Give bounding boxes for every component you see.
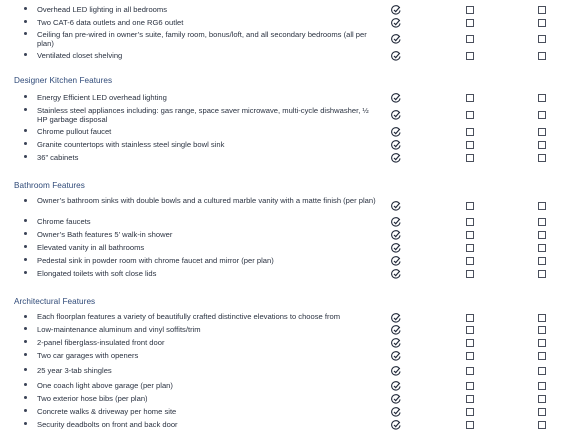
list-item [0, 255, 576, 266]
circle-check-icon [391, 201, 401, 211]
checkbox-icon[interactable] [538, 270, 546, 278]
circle-check-icon [391, 338, 401, 348]
feature-text: Energy Efficient LED overhead lighting [37, 93, 167, 102]
bullet [24, 108, 27, 111]
list-item [0, 139, 576, 150]
feature-text: 2-panel fiberglass-insulated front door [37, 338, 165, 347]
bullet [24, 353, 27, 356]
bullet [24, 219, 27, 222]
circle-check-icon [391, 110, 401, 120]
checkbox-icon[interactable] [466, 231, 474, 239]
checkbox-icon[interactable] [538, 128, 546, 136]
checkbox-icon[interactable] [466, 141, 474, 149]
list-item [0, 152, 576, 163]
list-item [0, 350, 576, 361]
feature-text: 25 year 3-tab shingles [37, 366, 112, 375]
checkbox-icon[interactable] [538, 382, 546, 390]
feature-text: Low-maintenance aluminum and vinyl soffits/trim [37, 325, 201, 334]
bullet [24, 142, 27, 145]
checkbox-icon[interactable] [466, 6, 474, 14]
bullet [24, 7, 27, 10]
checkbox-icon[interactable] [538, 218, 546, 226]
circle-check-icon [391, 140, 401, 150]
circle-check-icon [391, 5, 401, 15]
feature-text: Stainless steel appliances including: gas range, space saver microwave, multi-cycle dishwasher, ½ HP garbage disposal [37, 106, 369, 125]
bullet [24, 327, 27, 330]
checkbox-icon[interactable] [466, 128, 474, 136]
circle-check-icon [391, 243, 401, 253]
bullet [24, 53, 27, 56]
checkbox-icon[interactable] [538, 202, 546, 210]
checkbox-icon[interactable] [538, 367, 546, 375]
circle-check-icon [391, 51, 401, 61]
circle-check-icon [391, 313, 401, 323]
list-item [0, 365, 576, 376]
circle-check-icon [391, 407, 401, 417]
checkbox-icon[interactable] [538, 244, 546, 252]
circle-check-icon [391, 93, 401, 103]
feature-text: Overhead LED lighting in all bedrooms [37, 5, 168, 14]
circle-check-icon [391, 351, 401, 361]
checkbox-icon[interactable] [466, 52, 474, 60]
list-item [0, 393, 576, 404]
list-item [0, 268, 576, 279]
feature-text: Chrome pullout faucet [37, 127, 112, 136]
checkbox-icon[interactable] [466, 154, 474, 162]
list-item [0, 380, 576, 391]
checkbox-icon[interactable] [466, 218, 474, 226]
bullet [24, 315, 27, 318]
checkbox-icon[interactable] [538, 6, 546, 14]
checkbox-icon[interactable] [538, 257, 546, 265]
checkbox-icon[interactable] [466, 94, 474, 102]
list-item [0, 105, 576, 125]
bullet [24, 258, 27, 261]
feature-text: Owner’s Bath features 5’ walk-in shower [37, 230, 173, 239]
checkbox-icon[interactable] [538, 154, 546, 162]
checkbox-icon[interactable] [538, 326, 546, 334]
list-item [0, 126, 576, 137]
circle-check-icon [391, 127, 401, 137]
section-heading: Designer Kitchen Features [14, 76, 113, 85]
checkbox-icon[interactable] [466, 352, 474, 360]
circle-check-icon [391, 420, 401, 430]
checkbox-icon[interactable] [466, 244, 474, 252]
circle-check-icon [391, 230, 401, 240]
checkbox-icon[interactable] [466, 111, 474, 119]
circle-check-icon [391, 217, 401, 227]
list-item [0, 312, 576, 323]
feature-text: Chrome faucets [37, 217, 91, 226]
circle-check-icon [391, 34, 401, 44]
feature-text: Ventilated closet shelving [37, 51, 123, 60]
checkbox-icon[interactable] [466, 408, 474, 416]
list-item [0, 242, 576, 253]
checkbox-icon[interactable] [538, 94, 546, 102]
circle-check-icon [391, 366, 401, 376]
list-item [0, 216, 576, 227]
checkbox-icon[interactable] [538, 421, 546, 429]
checkbox-icon[interactable] [466, 314, 474, 322]
bullet [24, 409, 27, 412]
checkbox-icon[interactable] [538, 141, 546, 149]
checkbox-icon[interactable] [538, 314, 546, 322]
feature-text: Security deadbolts on front and back door [37, 420, 178, 429]
list-item [0, 17, 576, 28]
checkbox-icon[interactable] [538, 408, 546, 416]
checkbox-icon[interactable] [466, 19, 474, 27]
checkbox-icon[interactable] [466, 35, 474, 43]
feature-text: Elevated vanity in all bathrooms [37, 243, 145, 252]
checkbox-icon[interactable] [466, 395, 474, 403]
feature-text: One coach light above garage (per plan) [37, 381, 173, 390]
feature-text: Concrete walks & driveway per home site [37, 407, 177, 416]
list-item [0, 324, 576, 335]
checkbox-icon[interactable] [538, 111, 546, 119]
checkbox-icon[interactable] [466, 202, 474, 210]
feature-text: 36” cabinets [37, 153, 79, 162]
feature-text: Each floorplan features a variety of beautifully crafted distinctive elevations to choose from [37, 312, 341, 321]
checkbox-icon[interactable] [466, 326, 474, 334]
checkbox-icon[interactable] [538, 231, 546, 239]
feature-text: Two exterior hose bibs (per plan) [37, 394, 148, 403]
bullet [24, 383, 27, 386]
checkbox-icon[interactable] [466, 270, 474, 278]
list-item [0, 92, 576, 103]
feature-text: Two CAT-6 data outlets and one RG6 outlet [37, 18, 184, 27]
bullet [24, 199, 27, 202]
bullet [24, 129, 27, 132]
circle-check-icon [391, 394, 401, 404]
checkbox-icon[interactable] [466, 421, 474, 429]
list-item [0, 229, 576, 240]
circle-check-icon [391, 18, 401, 28]
bullet [24, 232, 27, 235]
checkbox-icon[interactable] [466, 257, 474, 265]
bullet [24, 396, 27, 399]
bullet [24, 340, 27, 343]
checkbox-icon[interactable] [538, 19, 546, 27]
checkbox-icon[interactable] [466, 382, 474, 390]
circle-check-icon [391, 256, 401, 266]
checkbox-icon[interactable] [538, 52, 546, 60]
checkbox-icon[interactable] [538, 352, 546, 360]
feature-text: Granite countertops with stainless steel single bowl sink [37, 140, 225, 149]
list-item [0, 4, 576, 15]
checkbox-icon[interactable] [538, 339, 546, 347]
section-heading: Bathroom Features [14, 181, 85, 190]
checkbox-icon[interactable] [538, 395, 546, 403]
list-item [0, 50, 576, 61]
list-item [0, 196, 576, 216]
bullet [24, 95, 27, 98]
circle-check-icon [391, 325, 401, 335]
bullet [24, 155, 27, 158]
bullet [24, 245, 27, 248]
checkbox-icon[interactable] [466, 339, 474, 347]
list-item [0, 419, 576, 430]
feature-text: Elongated toilets with soft close lids [37, 269, 157, 278]
circle-check-icon [391, 269, 401, 279]
bullet [24, 368, 27, 371]
feature-text: Pedestal sink in powder room with chrome faucet and mirror (per plan) [37, 256, 274, 265]
list-item [0, 406, 576, 417]
feature-text: Owner’s bathroom sinks with double bowls and a cultured marble vanity with a matte finish (per plan) [37, 196, 376, 205]
section-heading: Architectural Features [14, 297, 96, 306]
checkbox-icon[interactable] [466, 367, 474, 375]
bullet [24, 271, 27, 274]
feature-text: Two car garages with openers [37, 351, 139, 360]
feature-text: Ceiling fan pre-wired in owner’s suite, family room, bonus/loft, and all secondary bedrooms (all per plan) [37, 30, 367, 49]
checkbox-icon[interactable] [538, 35, 546, 43]
bullet [24, 422, 27, 425]
list-item [0, 337, 576, 348]
circle-check-icon [391, 381, 401, 391]
bullet [24, 20, 27, 23]
bullet [24, 32, 27, 35]
circle-check-icon [391, 153, 401, 163]
list-item [0, 29, 576, 49]
